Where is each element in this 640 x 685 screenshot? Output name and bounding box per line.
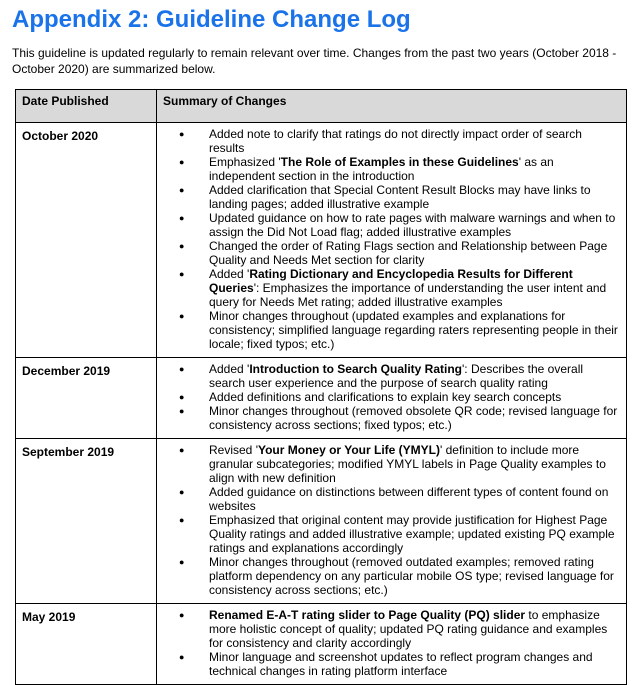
list-item — [165, 485, 620, 513]
bold-text: Rating Dictionary and Encyclopedia Results for Different Queries — [209, 267, 573, 295]
text: Added guidance on distinctions between different types of content found on websites — [209, 485, 609, 513]
summary-of-changes-cell — [157, 123, 627, 358]
bold-text: The Role of Examples in these Guidelines — [280, 155, 519, 169]
table-body — [16, 123, 627, 685]
text: Added ' — [209, 362, 250, 376]
list-item — [165, 513, 620, 555]
page-title: Appendix 2: Guideline Change Log — [12, 6, 411, 33]
bold-text: Renamed E-A-T rating slider to Page Quality (PQ) slider — [209, 608, 526, 622]
table-row — [16, 358, 627, 439]
list-item — [165, 390, 620, 404]
list-item — [165, 362, 620, 390]
text: Emphasized ' — [209, 155, 281, 169]
table-row — [16, 604, 627, 685]
header-date-published: Date Published — [16, 90, 157, 123]
change-list — [165, 127, 620, 351]
date-published-cell: September 2019 — [16, 439, 157, 604]
change-log-table — [15, 89, 627, 685]
text: ': Describes the overall search user experience and the purpose of search quality rating — [209, 362, 584, 390]
list-item — [165, 650, 620, 678]
list-item — [165, 155, 620, 183]
summary-of-changes-cell — [157, 358, 627, 439]
text: Added definitions and clarifications to explain key search concepts — [209, 390, 562, 404]
bold-text: Introduction to Search Quality Rating — [249, 362, 463, 376]
list-item — [165, 608, 620, 650]
date-published-cell: May 2019 — [16, 604, 157, 685]
text: Minor language and screenshot updates to reflect program changes and technical changes in rating platform interface — [209, 650, 593, 678]
text: Added note to clarify that ratings do not directly impact order of search results — [209, 127, 582, 155]
list-item — [165, 443, 620, 485]
summary-of-changes-cell — [157, 604, 627, 685]
text: Revised ' — [209, 443, 258, 457]
text: to emphasize more holistic concept of quality; updated PQ rating guidance and examples for consistency and clarity accordingly — [209, 608, 608, 650]
list-item — [165, 267, 620, 309]
text: Emphasized that original content may provide justification for Highest Page Quality ratings and added illustrative example; updated existing PQ example ratings and explanations accordingly — [209, 513, 615, 555]
text: Changed the order of Rating Flags section and Relationship between Page Quality and Needs Met section for clarity — [209, 239, 608, 267]
date-published-cell: December 2019 — [16, 358, 157, 439]
list-item — [165, 309, 620, 351]
header-summary-of-changes: Summary of Changes — [157, 90, 627, 123]
text: Minor changes throughout (updated examples and explanations for consistency; simplified language regarding raters representing people in their locale; fixed typos; etc.) — [209, 309, 618, 351]
list-item — [165, 404, 620, 432]
text: Minor changes throughout (removed obsolete QR code; revised language for consistency across sections; fixed typos; etc.) — [209, 404, 618, 432]
change-list — [165, 443, 620, 597]
bold-text: Your Money or Your Life (YMYL) — [257, 443, 440, 457]
list-item — [165, 127, 620, 155]
change-list — [165, 608, 620, 678]
text: Updated guidance on how to rate pages with malware warnings and when to assign the Did Not Load flag; added illustrative examples — [209, 211, 616, 239]
table-row — [16, 123, 627, 358]
text: Added ' — [209, 267, 250, 281]
list-item — [165, 183, 620, 211]
text: ' as an independent section in the introduction — [209, 155, 554, 183]
change-list — [165, 362, 620, 432]
table-row — [16, 439, 627, 604]
table-header-row — [16, 90, 627, 123]
list-item — [165, 211, 620, 239]
text: Added clarification that Special Content Result Blocks may have links to landing pages; added illustrative example — [209, 183, 591, 211]
text: ': Emphasizes the importance of understanding the user intent and query for Needs Met rating; added illustrative examples — [209, 281, 607, 309]
date-published-cell: October 2020 — [16, 123, 157, 358]
list-item — [165, 239, 620, 267]
summary-of-changes-cell — [157, 439, 627, 604]
list-item — [165, 555, 620, 597]
intro-paragraph: This guideline is updated regularly to remain relevant over time. Changes from the past two years (October 2018 - October 2020) are summarized below. — [12, 46, 617, 76]
text: Minor changes throughout (removed outdated examples; removed rating platform dependency on any particular mobile OS type; revised language for consistency across sections; etc.) — [209, 555, 614, 597]
text: ' definition to include more granular subcategories; modified YMYL labels in Page Quality examples to align with new definition — [209, 443, 606, 485]
